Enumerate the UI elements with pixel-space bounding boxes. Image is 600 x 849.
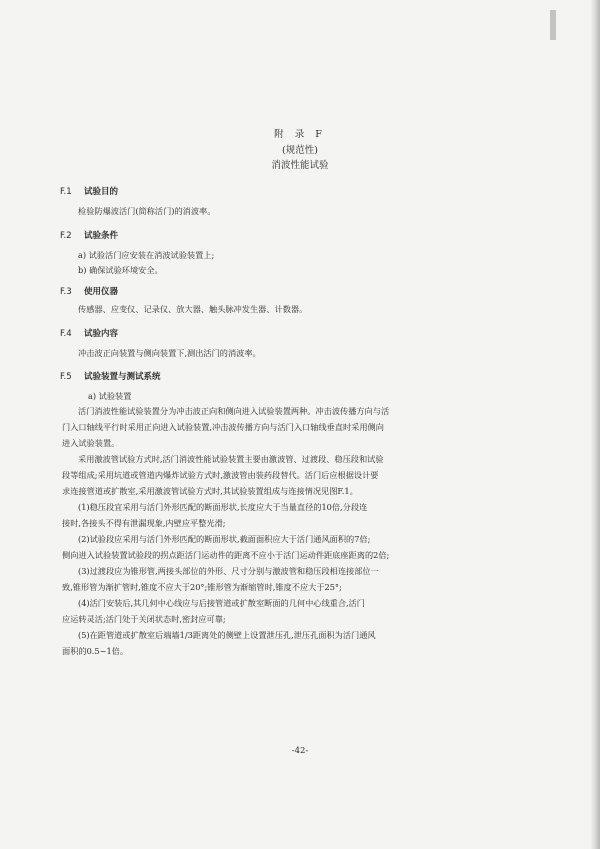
section-title: 使用仪器 (84, 287, 119, 297)
paragraph-line: 侧向进入试验装置试验段的拐点距活门运动件的距离不应小于活门运动件距底座距离的2倍; (62, 550, 390, 560)
section-title: 试验内容 (84, 329, 119, 339)
paragraph-line: 应运转灵活;活门处于关闭状态时,密封应可靠; (62, 614, 226, 624)
paragraph-line: 面积的0.5~1倍。 (62, 646, 129, 656)
appendix-label: 附 录 F (274, 129, 326, 140)
paragraph-line: (3)过渡段应为锥形管,两接头部位的外形、尺寸分别与激波管和稳压段相连接部位一 (78, 566, 379, 576)
paragraph-line: 采用激波管试验方式时,活门消波性能试验装置主要由激波管、过渡段、稳压段和试验 (78, 454, 384, 464)
paragraph-line: 段等组成;采用坑道或管道内爆炸试验方式时,激波管由装药段替代。活门后应根据设计要 (62, 470, 379, 480)
paragraph-line: (5)在距管道或扩散室后端墙1/3距离处的侧壁上设置泄压孔,泄压孔面积为活门通风 (78, 630, 376, 640)
paragraph-line: (2)试验段应采用与活门外形匹配的断面形状,截面面积应大于活门通风面积的7倍; (78, 534, 371, 544)
section-title: 试验条件 (84, 231, 119, 241)
scan-edge-mark (550, 10, 556, 40)
section-number: F.1 (60, 187, 72, 197)
paragraph-line: 致,锥形管为渐扩管时,锥度不应大于20°;锥形管为渐缩管时,锥度不应大于25°; (62, 582, 342, 592)
section-f1-heading (60, 185, 118, 197)
paragraph-line: 门入口轴线平行时采用正向进入试验装置,冲击波传播方向与活门入口轴线垂直时采用侧向 (62, 422, 384, 432)
section-number: F.2 (60, 231, 72, 241)
section-number: F.4 (60, 329, 72, 339)
appendix-normative: (规范性) (282, 145, 318, 156)
paragraph-line: 接时,各接头不得有泄漏现象,内壁应平整光滑; (62, 518, 226, 528)
list-item: b) 确保试验环境安全。 (78, 265, 163, 275)
section-f3-body: 传感器、应变仪、记录仪、放大器、触头脉冲发生器、计数器。 (78, 304, 308, 314)
paragraph-line: (4)活门安装后,其几何中心线应与后接管道或扩散室断面的几何中心线重合,活门 (78, 598, 365, 608)
appendix-title: 消波性能试验 (271, 160, 329, 171)
paragraph-line: (1)稳压段宜采用与活门外形匹配的断面形状,长度应大于当量直径的10倍,分段连 (78, 502, 368, 512)
section-number: F.3 (60, 287, 72, 297)
section-f5-heading (60, 370, 161, 382)
paragraph-line: 活门消波性能试验装置分为冲击波正向和侧向进入试验装置两种。冲击波传播方向与活 (78, 406, 390, 416)
list-item: a) 试验活门应安装在消波试验装置上; (78, 250, 215, 260)
section-title: 试验目的 (84, 187, 119, 197)
section-title: 试验装置与测试系统 (84, 372, 161, 382)
paragraph-line: 进入试验装置。 (62, 438, 120, 448)
section-f1-body: 检验防爆波活门(简称活门)的消波率。 (78, 206, 216, 216)
section-f4-heading (60, 327, 118, 339)
paragraph-line: 求连接管道或扩散室,采用激波管试验方式时,其试验装置组成与连接情况见图F.1。 (62, 486, 358, 496)
subsection-heading: a) 试验装置 (88, 391, 132, 401)
section-number: F.5 (60, 372, 72, 382)
page-number: -42- (291, 746, 309, 756)
section-f2-heading (60, 229, 118, 241)
section-f4-body: 冲击波正向装置与侧向装置下,测出活门的消波率。 (78, 348, 261, 358)
section-f3-heading (60, 285, 118, 297)
